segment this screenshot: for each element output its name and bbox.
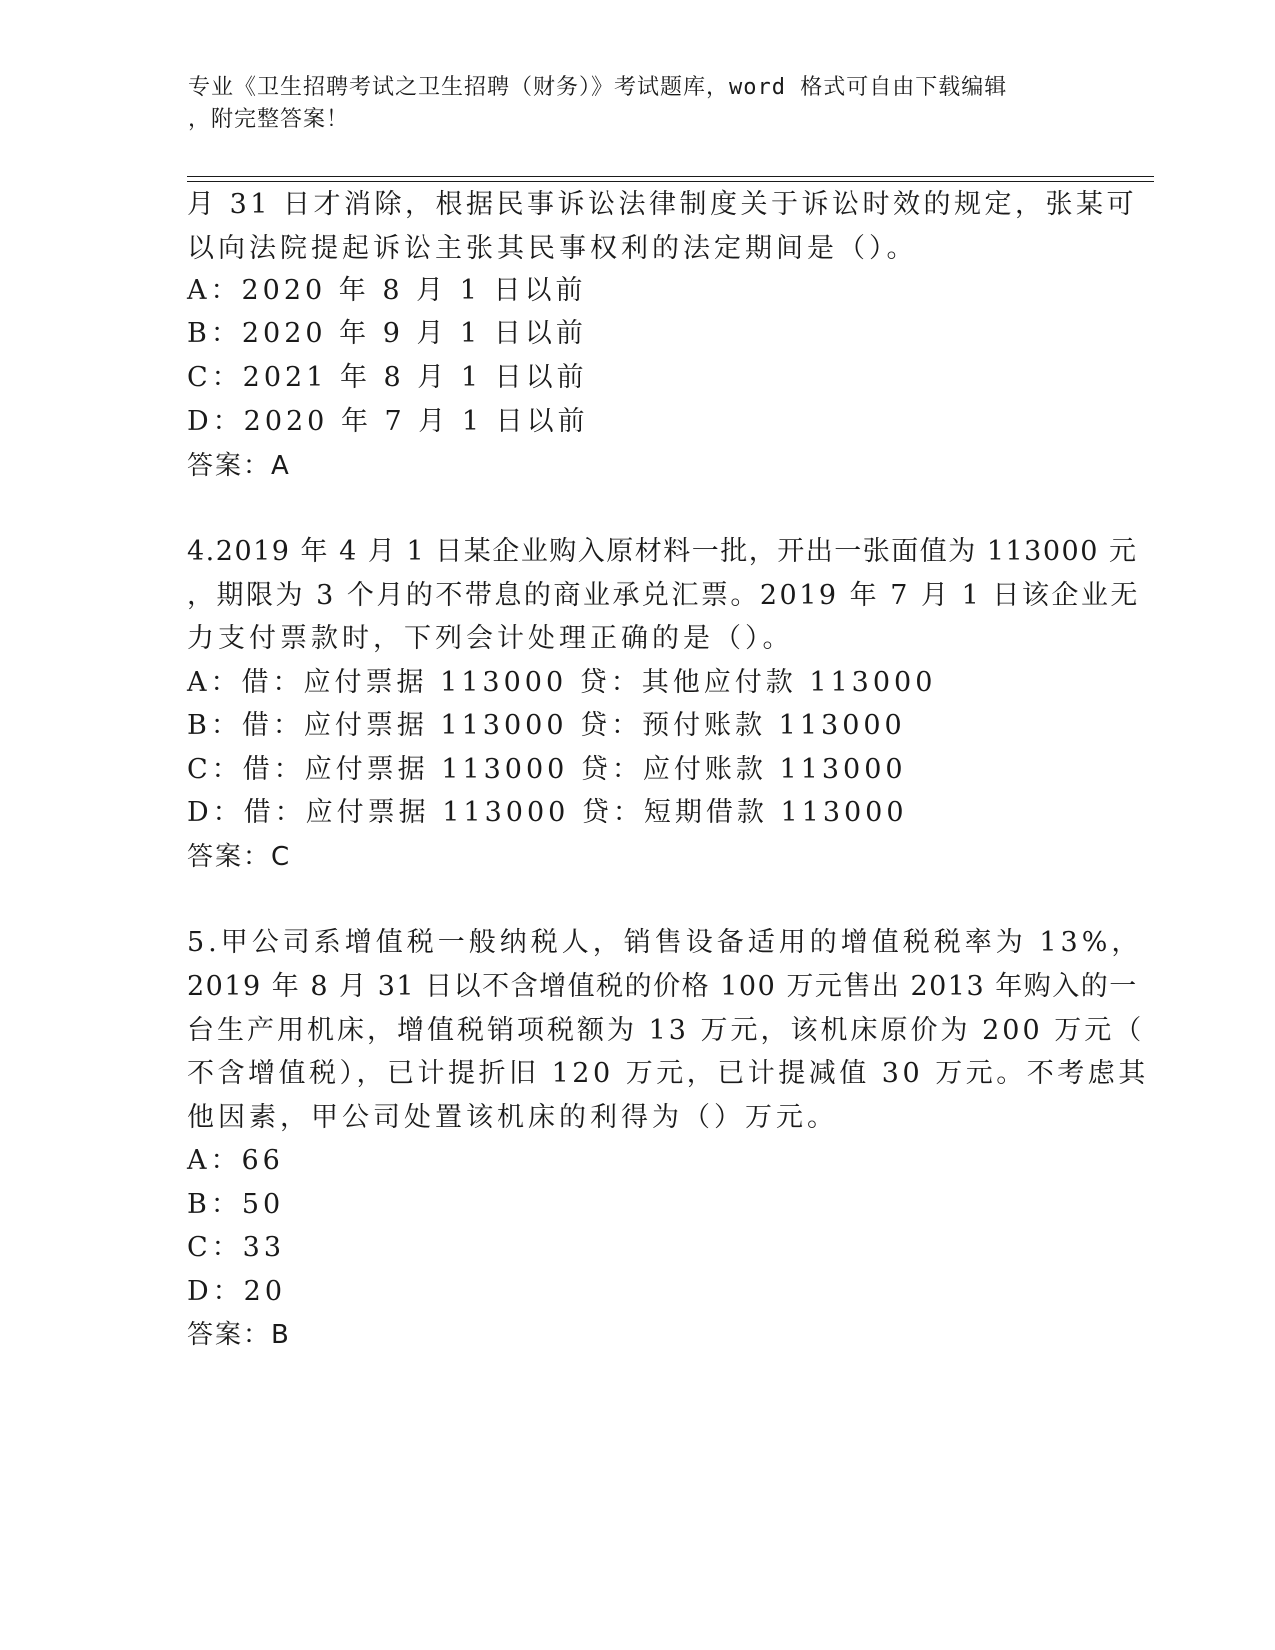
question-5-option-a: A：66 (187, 1145, 284, 1176)
question-5-stem-line-4: 不含增值税），已计提折旧 120 万元，已计提减值 30 万元。不考虑其 (187, 1058, 1149, 1089)
question-4-answer: 答案：C (187, 842, 292, 872)
question-5-option-b: B：50 (187, 1189, 285, 1220)
header-title-line-2: ，附完整答案！ (188, 107, 350, 132)
header-divider-bottom (187, 181, 1154, 182)
question-4-option-d: D：借：应付票据 113000 贷：短期借款 113000 (187, 797, 908, 828)
question-3-option-b: B：2020 年 9 月 1 日以前 (187, 318, 587, 349)
header-title-line-1: 专业《卫生招聘考试之卫生招聘（财务）》考试题库，word 格式可自由下载编辑 (188, 75, 1008, 100)
question-3-option-a: A：2020 年 8 月 1 日以前 (187, 275, 587, 306)
question-4-option-c: C：借：应付票据 113000 贷：应付账款 113000 (187, 754, 907, 785)
question-5-stem-line-2: 2019 年 8 月 31 日以不含增值税的价格 100 万元售出 2013 年购入的一 (187, 971, 1138, 1002)
question-4-stem-line-3: 力支付票款时，下列会计处理正确的是（）。 (187, 623, 794, 654)
question-3-stem-line-1: 月 31 日才消除，根据民事诉讼法律制度关于诉讼时效的规定，张某可 (187, 189, 1138, 220)
question-5-stem-line-3: 台生产用机床，增值税销项税额为 13 万元，该机床原价为 200 万元（ (187, 1015, 1145, 1046)
question-3-answer: 答案：A (187, 451, 291, 481)
question-5-stem-line-1: 5.甲公司系增值税一般纳税人，销售设备适用的增值税税率为 13%， (187, 927, 1143, 958)
question-5-stem-line-5: 他因素，甲公司处置该机床的利得为（）万元。 (187, 1102, 838, 1133)
question-3-stem-line-2: 以向法院提起诉讼主张其民事权利的法定期间是（）。 (187, 233, 918, 264)
question-4-stem-line-2: ，期限为 3 个月的不带息的商业承兑汇票。2019 年 7 月 1 日该企业无 (187, 580, 1140, 611)
question-4-option-b: B：借：应付票据 113000 贷：预付账款 113000 (187, 710, 906, 741)
question-4-option-a: A：借：应付票据 113000 贷：其他应付款 113000 (187, 667, 937, 698)
question-5-option-c: C：33 (187, 1232, 286, 1263)
header-divider-top (187, 176, 1154, 177)
question-3-option-c: C：2021 年 8 月 1 日以前 (187, 362, 588, 393)
question-5-answer: 答案：B (187, 1320, 291, 1350)
question-3-option-d: D：2020 年 7 月 1 日以前 (187, 406, 589, 437)
question-5-option-d: D：20 (187, 1276, 287, 1307)
question-4-stem-line-1: 4.2019 年 4 月 1 日某企业购入原材料一批，开出一张面值为 113000 元 (187, 536, 1138, 567)
